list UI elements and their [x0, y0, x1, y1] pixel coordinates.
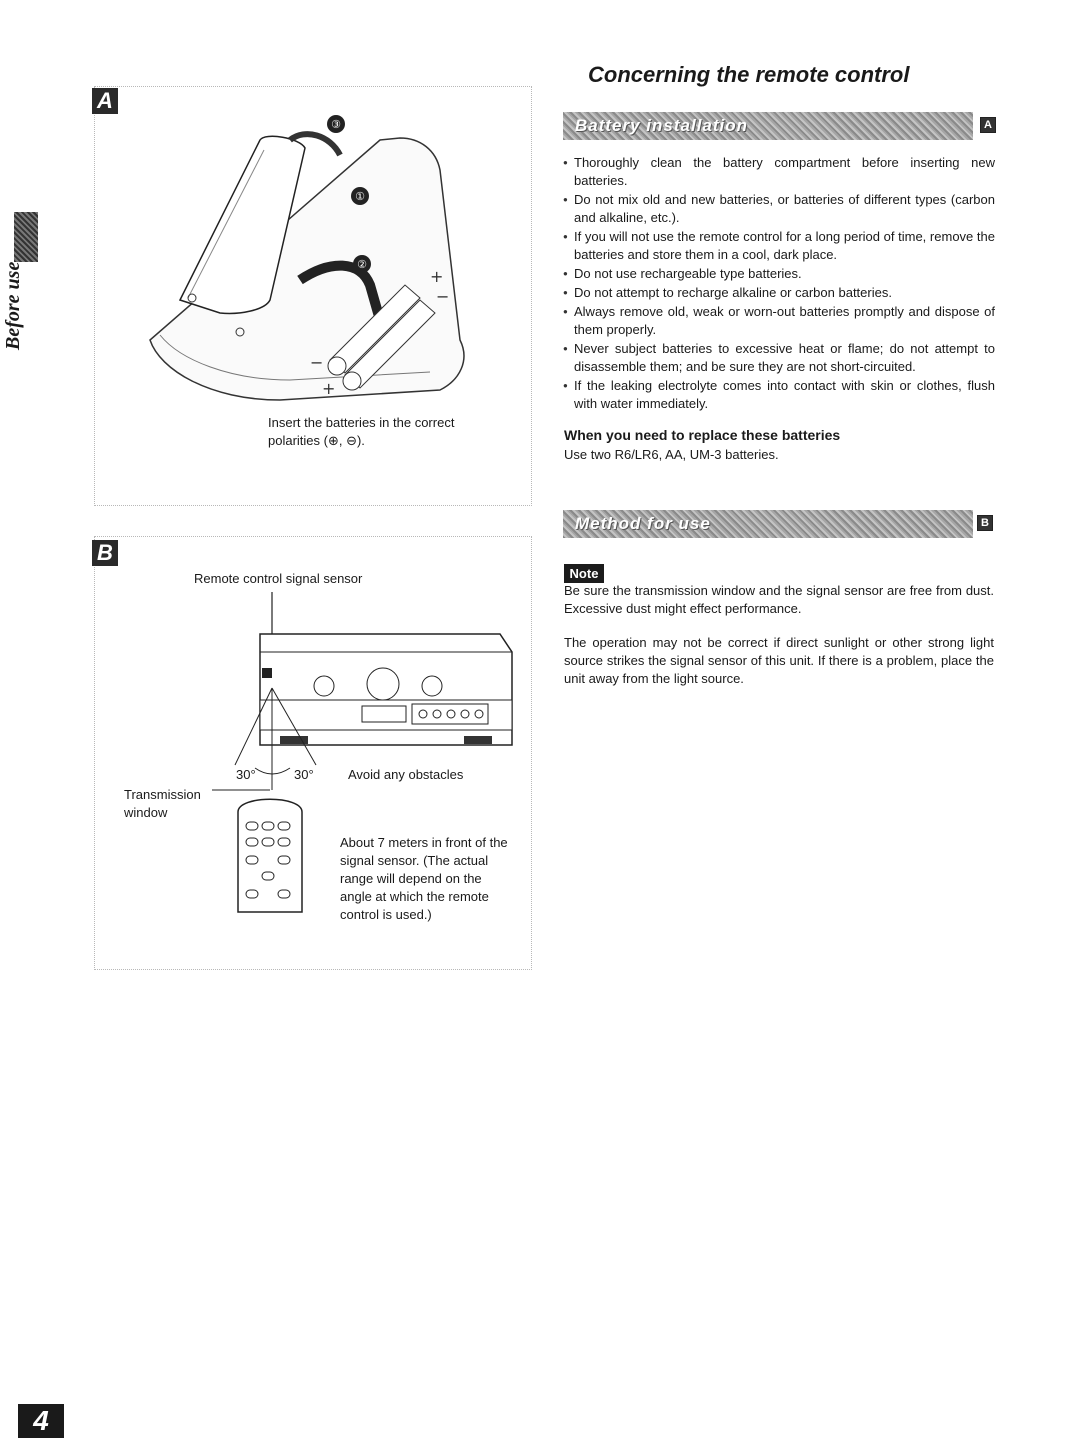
list-item: ● If you will not use the remote control for a long period of time, remove the batteries and store them in a cool, dark place.: [563, 228, 995, 264]
battery-precautions-list: [563, 154, 995, 414]
list-item: ● If the leaking electrolyte comes into contact with skin or clothes, flush with water immediately.: [563, 377, 995, 413]
svg-text:−: −: [310, 353, 324, 372]
method-for-use-banner: [563, 510, 973, 538]
list-item: ● Do not use rechargeable type batteries.: [563, 265, 995, 283]
angle-right-label: 30°: [294, 767, 314, 782]
replace-batteries-text: Use two R6/LR6, AA, UM-3 batteries.: [564, 447, 779, 462]
step-mark-2-label: ②: [357, 259, 367, 271]
range-description: About 7 meters in front of the signal sensor. (The actual range will depend on the angle at which the remote control is used.): [340, 835, 508, 922]
figure-b-tag: B: [92, 540, 118, 566]
sunlight-warning-text: The operation may not be correct if direct sunlight or other strong light source strikes the signal sensor of this unit. If there is a problem, place the unit away from the light source.: [564, 635, 994, 686]
page-number: 4: [18, 1404, 64, 1438]
sidebar-label: Before use: [2, 261, 24, 350]
sensor-label: Remote control signal sensor: [194, 571, 363, 586]
remote-control-front: [238, 799, 302, 912]
avoid-obstacles-label: Avoid any obstacles: [348, 767, 464, 782]
battery-installation-banner: [563, 112, 973, 140]
list-item: ● Always remove old, weak or worn-out batteries promptly and dispose of them properly.: [563, 303, 995, 339]
list-item: ● Do not attempt to recharge alkaline or carbon batteries.: [563, 284, 995, 302]
figure-a-tag: A: [92, 88, 118, 114]
sidebar-tab-marker: [14, 212, 38, 262]
svg-text:+: +: [322, 379, 336, 398]
note-text: Be sure the transmission window and the signal sensor are free from dust. Excessive dust might effect performance.: [564, 583, 994, 616]
transmission-label-line2: window: [124, 805, 168, 820]
list-item: ● Never subject batteries to excessive heat or flame; do not attempt to disassemble them; and be sure they are not short-circuited.: [563, 340, 995, 376]
battery-installation-heading: Battery installation: [575, 116, 749, 135]
angle-left-label: 30°: [236, 767, 256, 782]
note-badge: Note: [564, 564, 604, 583]
receiver-unit: [260, 634, 512, 745]
battery-insertion-illustration: [140, 110, 480, 410]
battery-insert-caption: Insert the batteries in the correct polarities (⊕, ⊖).: [268, 415, 455, 448]
list-item: ● Thoroughly clean the battery compartment before inserting new batteries.: [563, 154, 995, 190]
replace-batteries-heading: When you need to replace these batteries: [564, 427, 841, 443]
svg-text:+: +: [430, 267, 444, 286]
transmission-label-line1: Transmission: [124, 787, 201, 802]
page-title: Concerning the remote control: [588, 62, 910, 87]
method-for-use-heading: Method for use: [575, 514, 711, 533]
battery-installation-tag: A: [980, 117, 996, 133]
method-for-use-tag: B: [977, 515, 993, 531]
list-item: ● Do not mix old and new batteries, or batteries of different types (carbon and alkaline, etc.).: [563, 191, 995, 227]
step-mark-3-label: ③: [331, 119, 341, 131]
svg-text:−: −: [436, 287, 450, 306]
step-mark-1-label: ①: [355, 191, 365, 203]
